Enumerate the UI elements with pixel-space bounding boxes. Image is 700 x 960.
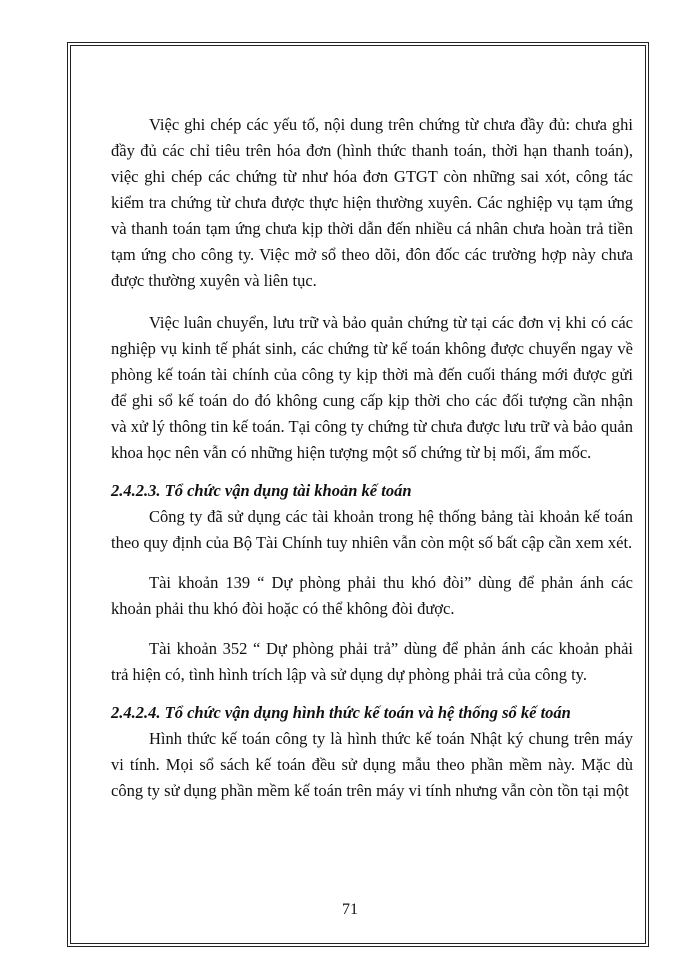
paragraph-account-system: Công ty đã sử dụng các tài khoản trong hệ thống bảng tài khoản kế toán theo quy định của Bộ Tài Chính tuy nhiên vẫn còn một số bất cập cần xem xét. [111, 507, 633, 552]
paragraph-document-storage: Việc luân chuyển, lưu trữ và bảo quản chứng từ tại các đơn vị khi có các nghiệp vụ kinh tế phát sinh, các chứng từ kế toán không được chuyển ngay về phòng kế toán tài chính của công ty kịp thời mà đến cuối tháng mới được gửi để ghi sổ kế toán do đó không cung cấp kịp thời cho các đối tượng cần nhận và xử lý thông tin kế toán. Tại công ty chứng từ chưa được lưu trữ và bảo quản khoa học nên vẫn có những hiện tượng một số chứng từ bị mối, ẩm mốc. [111, 313, 633, 462]
document-body [111, 112, 633, 804]
page-number: 71 [342, 901, 358, 918]
paragraph-account-352: Tài khoản 352 “ Dự phòng phải trả” dùng để phản ánh các khoản phải trả hiện có, tình hình trích lập và sử dụng dự phòng phải trả của công ty. [111, 639, 633, 684]
paragraph-account-139: Tài khoản 139 “ Dự phòng phải thu khó đòi” dùng để phản ánh các khoản phải thu khó đòi hoặc có thể không đòi được. [111, 573, 633, 618]
paragraph-document-errors: Việc ghi chép các yếu tố, nội dung trên chứng từ chưa đầy đủ: chưa ghi đầy đủ các chỉ tiêu trên hóa đơn (hình thức thanh toán, thời hạn thanh toán), việc ghi chép các chứng từ như hóa đơn GTGT còn những sai xót, công tác kiểm tra chứng từ chưa được thực hiện thường xuyên. Các nghiệp vụ tạm ứng và thanh toán tạm ứng chưa kịp thời dẫn đến nhiều cá nhân chưa hoàn trả tiền tạm ứng cho công ty. Việc mở sổ theo dõi, đôn đốc các trường hợp này chưa được thường xuyên và liên tục. [111, 115, 633, 290]
section-heading-accounts: 2.4.2.3. Tổ chức vận dụng tài khoản kế toán [111, 481, 412, 500]
paragraph-accounting-form: Hình thức kế toán công ty là hình thức kế toán Nhật ký chung trên máy vi tính. Mọi sổ sách kế toán đều sử dụng mẫu theo phần mềm này. Mặc dù công ty sử dụng phần mềm kế toán trên máy vi tính nhưng vẫn còn tồn tại một [111, 729, 633, 800]
section-heading-bookkeeping: 2.4.2.4. Tổ chức vận dụng hình thức kế toán và hệ thống sổ kế toán [111, 703, 571, 722]
